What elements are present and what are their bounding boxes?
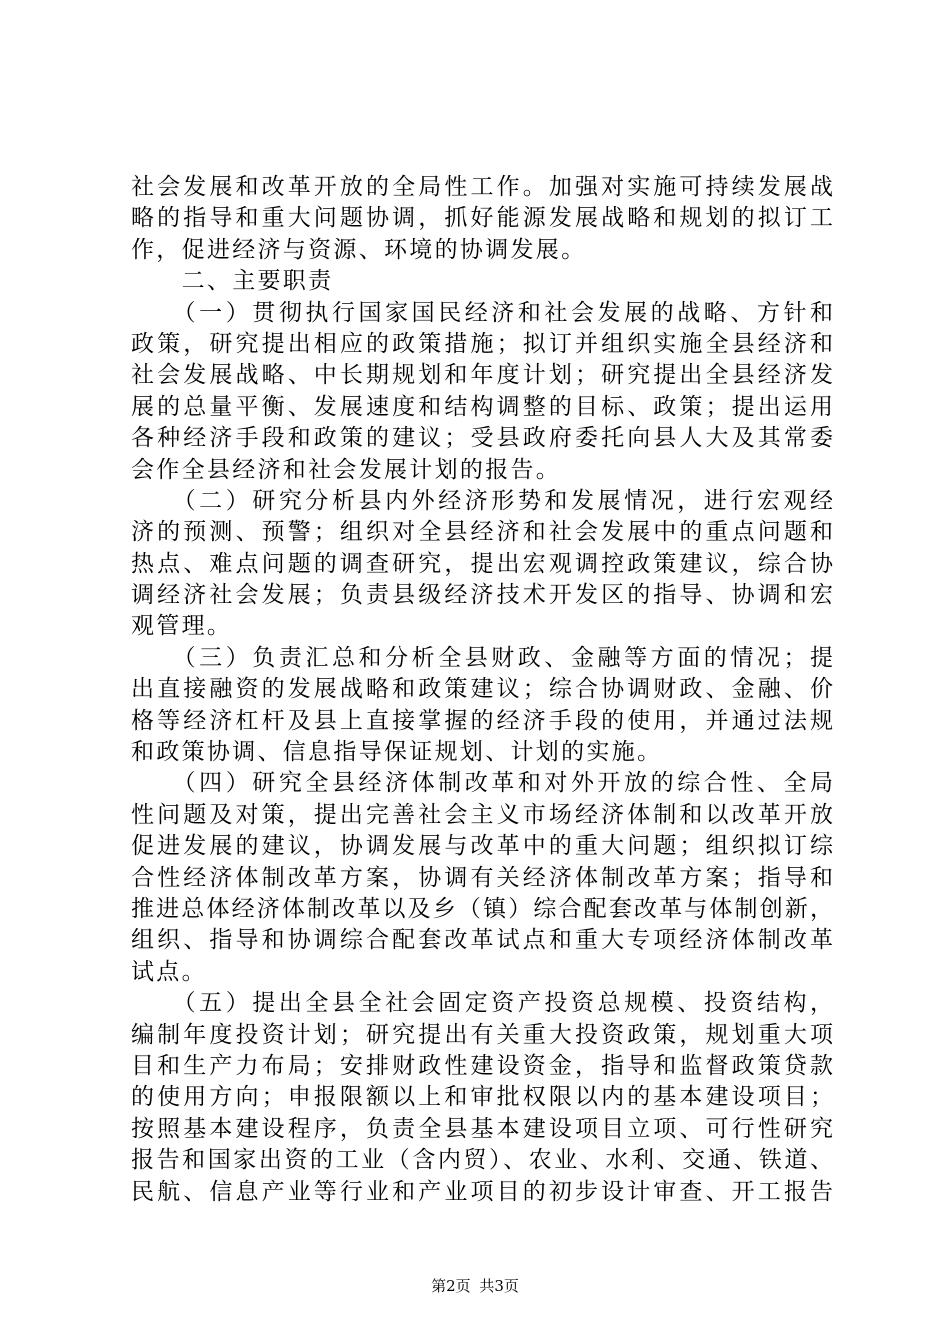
text-line: 和政策协调、信息指导保证规划、计划的实施。 (131, 739, 663, 766)
text-line: 略的指导和重大问题协调，抓好能源发展战略和规划的拟订工 (131, 205, 833, 232)
text-line: 社会发展战略、中长期规划和年度计划；研究提出全县经济发 (131, 362, 833, 389)
text-line: 目和生产力布局；安排财政性建设资金，指导和监督政策贷款 (131, 1052, 833, 1079)
text-line: 热点、难点问题的调查研究，提出宏观调控政策建议，综合协 (131, 550, 833, 577)
text-line: 作，促进经济与资源、环境的协调发展。 (131, 236, 587, 263)
text-line: 按照基本建设程序，负责全县基本建设项目立项、可行性研究 (131, 1115, 833, 1142)
text-line: 观管理。 (131, 613, 233, 640)
text-line: （二）研究分析县内外经济形势和发展情况，进行宏观经 (131, 487, 833, 514)
document-body (131, 172, 833, 1208)
text-line: 编制年度投资计划；研究提出有关重大投资政策，规划重大项 (131, 1021, 833, 1048)
text-line: 济的预测、预警；组织对全县经济和社会发展中的重点问题和 (131, 519, 833, 546)
text-line: 推进总体经济体制改革以及乡（镇）综合配套改革与体制创新， (131, 895, 833, 922)
text-line: 出直接融资的发展战略和政策建议；综合协调财政、金融、价 (131, 676, 833, 703)
text-line: （五）提出全县全社会固定资产投资总规模、投资结构， (131, 990, 833, 1017)
text-line: （一）贯彻执行国家国民经济和社会发展的战略、方针和 (131, 299, 833, 326)
text-line: （四）研究全县经济体制改革和对外开放的综合性、全局 (131, 770, 833, 797)
text-line: 展的总量平衡、发展速度和结构调整的目标、政策；提出运用 (131, 393, 833, 420)
text-line: 社会发展和改革开放的全局性工作。加强对实施可持续发展战 (131, 174, 833, 200)
text-line: 组织、指导和协调综合配套改革试点和重大专项经济体制改革 (131, 927, 833, 954)
text-line: 调经济社会发展；负责县级经济技术开发区的指导、协调和宏 (131, 582, 833, 609)
text-line: 各种经济手段和政策的建议；受县政府委托向县人大及其常委 (131, 425, 833, 452)
text-line: 性问题及对策，提出完善社会主义市场经济体制和以改革开放 (131, 801, 833, 828)
text-line: 合性经济体制改革方案，协调有关经济体制改革方案；指导和 (131, 864, 833, 891)
page-total: 共3页 (479, 1277, 519, 1295)
page-footer (0, 1276, 950, 1296)
text-line: 民航、信息产业等行业和产业项目的初步设计审查、开工报告 (131, 1178, 833, 1205)
text-line: 促进发展的建议，协调发展与改革中的重大问题；组织拟订综 (131, 833, 833, 860)
section-heading: 二、主要职责 (131, 268, 334, 295)
text-line: 试点。 (131, 958, 207, 985)
text-line: 格等经济杠杆及县上直接掌握的经济手段的使用，并通过法规 (131, 707, 833, 734)
text-line: 会作全县经济和社会发展计划的报告。 (131, 456, 562, 483)
page-number: 第2页 (431, 1277, 471, 1295)
text-line: 的使用方向；申报限额以上和审批权限以内的基本建设项目； (131, 1084, 833, 1111)
text-line: 报告和国家出资的工业（含内贸）、农业、水利、交通、铁道、 (131, 1147, 833, 1174)
text-line: 政策，研究提出相应的政策措施；拟订并组织实施全县经济和 (131, 330, 833, 357)
text-line: （三）负责汇总和分析全县财政、金融等方面的情况；提 (131, 644, 833, 671)
